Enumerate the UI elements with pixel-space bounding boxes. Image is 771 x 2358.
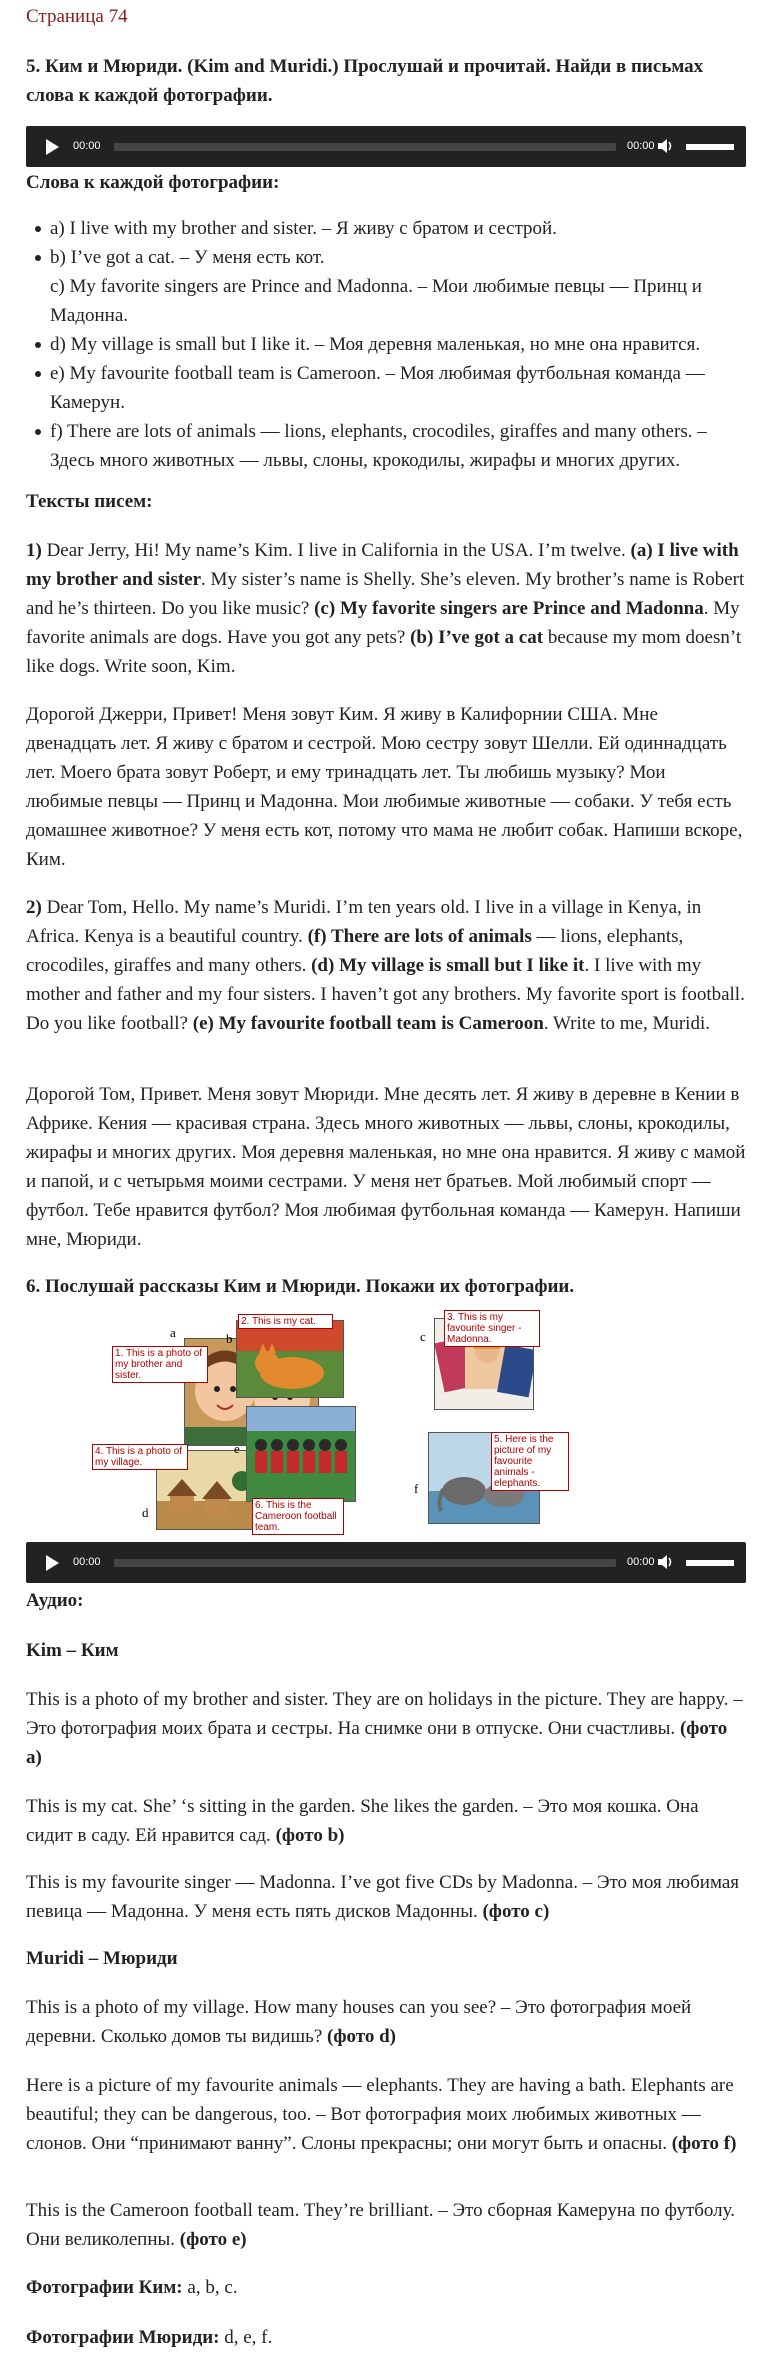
task5-title: 5. Ким и Мюриди. (Kim and Muridi.) Прослушай и прочитай. Найди в письмах слова к каждой фотографии. xyxy=(26,56,704,106)
seek-bar[interactable] xyxy=(114,1559,616,1567)
muridi-item-d xyxy=(26,1993,747,2051)
text-run: This is the Cameroon football team. They’re brilliant. – Это сборная Камеруна по футболу. Они великолепны. xyxy=(26,2200,736,2250)
play-icon[interactable] xyxy=(46,1555,59,1571)
time-current: 00:00 xyxy=(73,1556,101,1568)
text-run: This is a photo of my village. How many houses can you see? – Это фотография моей деревни. Сколько домов ты видишь? xyxy=(26,1997,692,2047)
photo-ref: (фото b) xyxy=(275,1825,345,1846)
task6-title: 6. Послушай рассказы Ким и Мюриди. Покажи их фотографии. xyxy=(26,1276,575,1297)
text-run: Dear Tom, Hello. My name’s Muridi. I’m ten years old. I live in a village in Kenya, in Africa. Kenya is a beautiful country. xyxy=(26,897,702,947)
summary-label: Фотографии Ким: xyxy=(26,2277,183,2298)
bold-run: (e) My favourite football team is Cameroon xyxy=(192,1013,544,1034)
audio-player-2 xyxy=(26,1542,746,1583)
text-run: . Write to me, Muridi. xyxy=(543,1013,710,1034)
page-link[interactable]: Страница 74 xyxy=(26,6,128,27)
photo-letter-e: e xyxy=(234,1441,240,1456)
summary-label: Фотографии Мюриди: xyxy=(26,2327,220,2348)
play-icon[interactable] xyxy=(46,139,59,155)
text-run: This is my cat. She’ ‘s sitting in the garden. She likes the garden. – Это моя кошка. Она сидит в саду. Ей нравится сад. xyxy=(26,1796,699,1846)
bold-run: (c) My favorite singers are Prince and Madonna xyxy=(314,598,704,619)
list-item: b) I’ve got a cat. – У меня есть кот. xyxy=(26,243,747,272)
label-3: 3. This is my favourite singer - Madonna. xyxy=(444,1310,540,1347)
text-run: Dear Jerry, Hi! My name’s Kim. I live in California in the USA. I’m twelve. xyxy=(41,540,631,561)
list-item: f) There are lots of animals — lions, elephants, crocodiles, giraffes and many others. – Здесь много животных — львы, слоны, крокодилы, жирафы и многих других. xyxy=(26,417,747,475)
letter1-num: 1) xyxy=(26,540,42,561)
list-item: c) My favorite singers are Prince and Madonna. – Мои любимые певцы — Принц и Мадонна. xyxy=(50,276,702,326)
text-run: . My favorite animals are dogs. Have you got any pets? xyxy=(26,598,740,648)
summary-value: a, b, c. xyxy=(182,2277,238,2298)
photo-ref: (фото e) xyxy=(179,2229,247,2250)
photo-ref: (фото c) xyxy=(482,1901,550,1922)
volume-icon[interactable] xyxy=(656,137,674,155)
volume-icon[interactable] xyxy=(656,1553,674,1571)
kim-heading: Kim – Ким xyxy=(26,1640,119,1661)
photo-b xyxy=(236,1320,344,1398)
label-5: 5. Here is the picture of my favourite animals - elephants. xyxy=(491,1432,569,1491)
bold-run: (b) I’ve got a cat xyxy=(410,627,544,648)
photo-letter-a: a xyxy=(170,1325,176,1340)
photo-ref: (фото d) xyxy=(327,2026,396,2047)
kim-item-c xyxy=(26,1868,747,1926)
words-heading: Слова к каждой фотографии: xyxy=(26,172,280,193)
letter1-ru: Дорогой Джерри, Привет! Меня зовут Ким. Я живу в Калифорнии США. Мне двенадцать лет. Я живу с братом и сестрой. Мою сестру зовут Шелли. Ей одиннадцать лет. Моего брата зовут Роберт, и ему тринадцать лет. Ты любишь музыку? Мои любимые певцы — Принц и Мадонна. Мои любимые животные — собаки. У тебя есть домашнее животное? У меня есть кот, потому что мама не любит собак. Напиши вскоре, Ким. xyxy=(26,704,743,870)
bold-run: (f) There are lots of animals xyxy=(307,926,532,947)
summary-muridi xyxy=(26,2323,747,2352)
list-item: e) My favourite football team is Cameroon. – Моя любимая футбольная команда — Камерун. xyxy=(26,359,747,417)
volume-slider[interactable] xyxy=(686,144,734,150)
text-run: . My sister’s name is Shelly. She’s eleven. My brother’s name is Robert and he’s thirteen. Do you like music? xyxy=(26,569,745,619)
photos-figure xyxy=(95,1310,648,1535)
time-current: 00:00 xyxy=(73,140,101,152)
letter2-en xyxy=(26,893,747,1038)
photo-letter-f: f xyxy=(414,1481,419,1496)
summary-value: d, e, f. xyxy=(219,2327,273,2348)
label-2: 2. This is my cat. xyxy=(238,1314,333,1329)
photo-letter-c: c xyxy=(420,1329,426,1344)
letter1-en xyxy=(26,536,747,681)
text-run: because my mom doesn’t like dogs. Write soon, Kim. xyxy=(26,627,742,677)
letter2-num: 2) xyxy=(26,897,42,918)
label-6: 6. This is the Cameroon football team. xyxy=(252,1498,344,1535)
muridi-heading: Muridi – Мюриди xyxy=(26,1948,178,1969)
photo-e xyxy=(246,1406,356,1502)
time-duration: 00:00 xyxy=(627,140,655,152)
text-run: This is my favourite singer — Madonna. I’ve got five CDs by Madonna. – Это моя любимая певица — Мадонна. У меня есть пять дисков Мадонны. xyxy=(26,1872,740,1922)
list-item: a) I live with my brother and sister. – Я живу с братом и сестрой. xyxy=(26,214,747,243)
muridi-item-f xyxy=(26,2071,747,2158)
text-run: . I live with my mother and father and my four sisters. I haven’t got any brothers. My favorite sport is football. Do you like football? xyxy=(26,955,745,1034)
bold-run: (a) I live with my brother and sister xyxy=(26,540,739,590)
label-4: 4. This is a photo of my village. xyxy=(92,1444,188,1470)
text-run: This is a photo of my brother and sister. They are on holidays in the picture. They are happy. – Это фотография моих брата и сестры. На снимке они в отпуске. Они счастливы. xyxy=(26,1689,743,1739)
time-duration: 00:00 xyxy=(627,1556,655,1568)
muridi-item-e xyxy=(26,2196,747,2254)
audio-player-1 xyxy=(26,126,746,167)
photo-ref: (фото а) xyxy=(26,1718,728,1768)
label-1: 1. This is a photo of my brother and sister. xyxy=(112,1346,208,1383)
kim-item-b xyxy=(26,1792,747,1850)
summary-kim xyxy=(26,2273,747,2302)
photo-letter-d: d xyxy=(142,1505,149,1520)
letters-heading: Тексты писем: xyxy=(26,491,153,512)
kim-item-a xyxy=(26,1685,747,1772)
letter2-ru: Дорогой Том, Привет. Меня зовут Мюриди. Мне десять лет. Я живу в деревне в Кении в Африке. Кения — красивая страна. Здесь много животных — львы, слоны, крокодилы, жирафы и многих других. Моя деревня маленькая, но мне она нравится. Я живу с мамой и папой, и с четырьмя моими сестрами. У меня нет братьев. Мой любимый спорт — футбол. Тебе нравится футбол? Моя любимая футбольная команда — Камерун. Напиши мне, Мюриди. xyxy=(26,1084,746,1250)
photo-letter-b: b xyxy=(226,1331,233,1346)
audio-heading: Аудио: xyxy=(26,1590,84,1611)
photo-ref: (фото f) xyxy=(671,2133,737,2154)
text-run: — lions, elephants, crocodiles, giraffes and many others. xyxy=(26,926,684,976)
words-list xyxy=(26,214,747,475)
text-run: Here is a picture of my favourite animals — elephants. They are having a bath. Elephants are beautiful; they can be dangerous, too. – Вот фотография моих любимых животных — слонов. Они “принимают ванну”. Слоны прекрасны; они могут быть и опасны. xyxy=(26,2075,734,2154)
seek-bar[interactable] xyxy=(114,143,616,151)
bold-run: (d) My village is small but I like it xyxy=(311,955,585,976)
volume-slider[interactable] xyxy=(686,1560,734,1566)
list-item: d) My village is small but I like it. – Моя деревня маленькая, но мне она нравится. xyxy=(26,330,747,359)
